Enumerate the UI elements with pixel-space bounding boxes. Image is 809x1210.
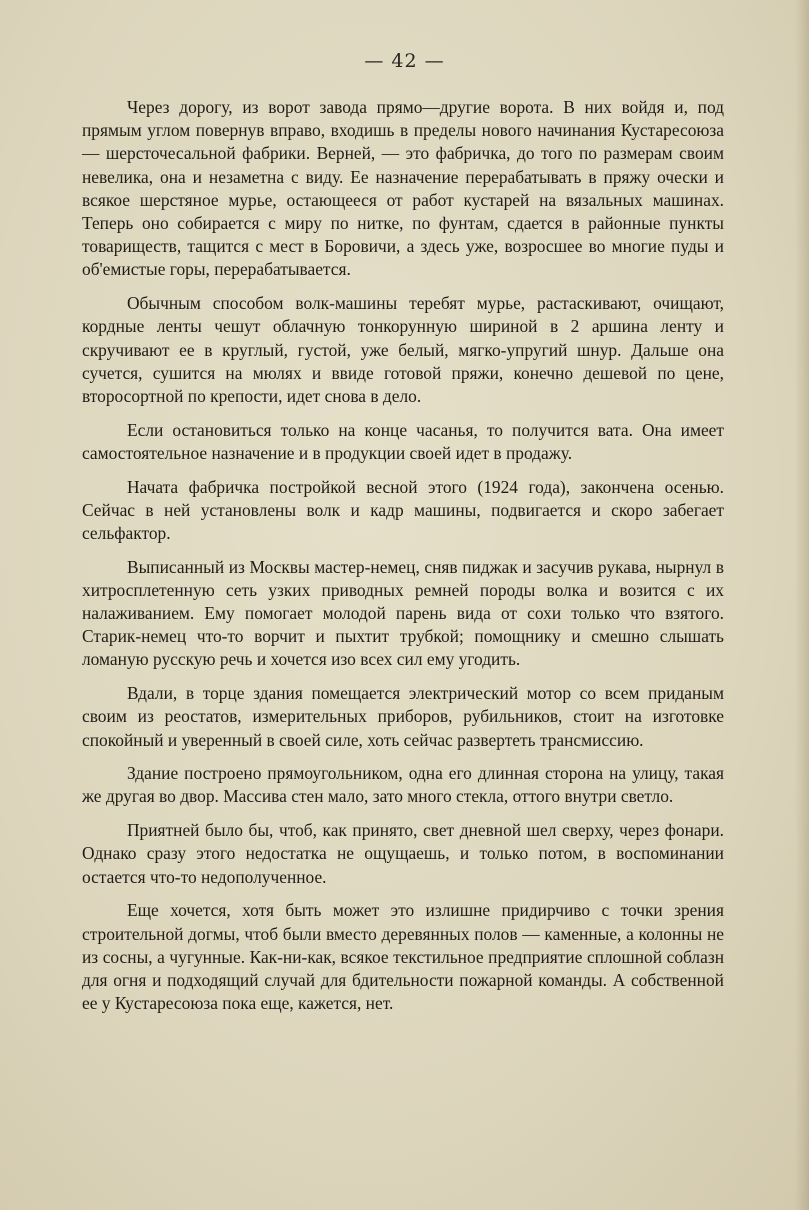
paragraph: Приятней было бы, чтоб, как принято, свет дневной шел сверху, через фонари. Однако сразу этого недостатка не ощущаешь, и только потом, в воспоминании остается что-то недополученное. — [82, 820, 724, 887]
page-number: — 42 — — [364, 50, 445, 72]
paragraph: Еще хочется, хотя быть может это излишне придирчиво с точки зрения строительной догмы, чтоб были вместо деревянных полов — каменные, а колонны не из сосны, а чугунные. Как-ни-как, всякое текстильное предприятие сплошной соблазн для огня и подходящий случай для бдительности пожарной команды. А собственной ее у Кустаресоюза пока еще, кажется, нет. — [82, 900, 724, 1014]
paragraph: Обычным способом волк-машины теребят мурье, растаскивают, очищают, кордные ленты чешут облачную тонкорунную шириной в 2 аршина ленту и скручивают ее в круглый, густой, уже белый, мягко-упругий шнур. Дальше она сучется, сушится на мюлях и ввиде готовой пряжи, конечно дешевой по цене, второсортной по крепости, идет снова в дело. — [82, 293, 724, 406]
paragraph: Здание построено прямоугольником, одна его длинная сторона на улицу, такая же другая во двор. Массива стен мало, зато много стекла, оттого внутри светло. — [82, 763, 724, 807]
paragraph: Начата фабричка постройкой весной этого (1924 года), закончена осенью. Сейчас в ней установлены волк и кадр машины, подвигается и скоро забегает сельфактор. — [82, 476, 724, 543]
paragraph: Через дорогу, из ворот завода прямо—другие ворота. В них войдя и, под прямым углом повернув вправо, входишь в пределы нового начинания Кустаресоюза — шерсточесальной фабрики. Верней, — это фабричка, до того по размерам своим невелика, она и незаметна с виду. Ее назначение перерабатывать в пряжу очески и всякое шерстяное мурье, остающееся от работ кустарей на вязальных машинах. Теперь оно собирается с миру по нитке, по фунтам, сдается в районные пункты товариществ, тащится с мест в Боровичи, а здесь уже, возросшее во многие пуды и об'емистые горы, перерабатывается. — [82, 97, 724, 280]
paragraph: Если остановиться только на конце часанья, то получится вата. Она имеет самостоятельное назначение и в продукции своей идет в продажу. — [82, 419, 724, 463]
body-text — [82, 96, 724, 1026]
paragraph: Вдали, в торце здания помещается электрический мотор со всем приданым своим из реостатов, измерительных приборов, рубильников, стоит на изготовке спокойный и уверенный в своей силе, хоть сейчас развертеть трансмиссию. — [82, 683, 724, 750]
page-edge-shadow — [795, 0, 809, 1210]
paragraph: Выписанный из Москвы мастер-немец, сняв пиджак и засучив рукава, нырнул в хитросплетенную сеть узких приводных ремней породы волка и возится с их налаживанием. Ему помогает молодой парень вида от сохи только что взятого. Старик-немец что-то ворчит и пыхтит трубкой; помощнику и смешно слышать ломаную русскую речь и хочется изо всех сил ему угодить. — [82, 556, 724, 670]
